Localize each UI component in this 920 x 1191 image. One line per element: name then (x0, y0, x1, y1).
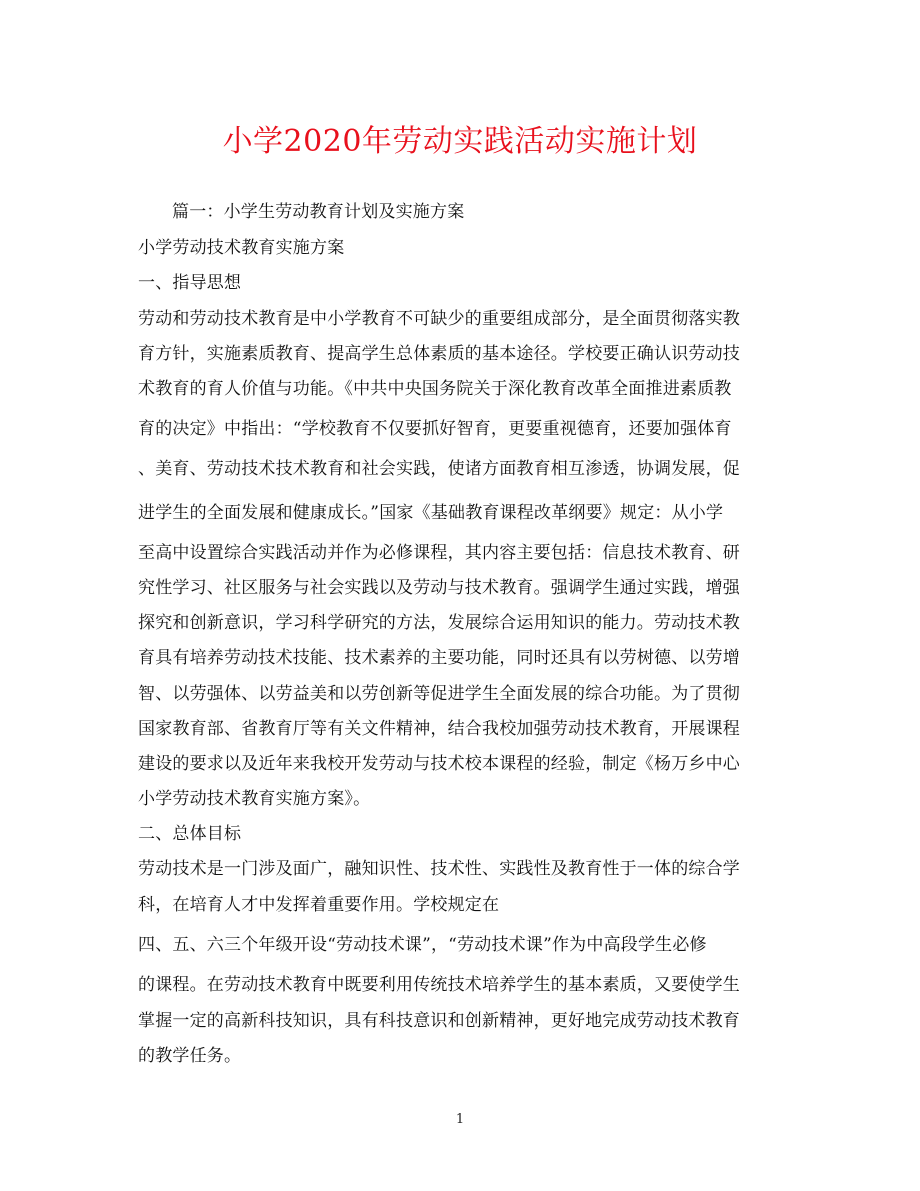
paragraph-line: 掌握一定的高新科技知识，具有科技意识和创新精神，更好地完成劳动技术教育 (138, 1011, 740, 1031)
paragraph-line: 劳动和劳动技术教育是中小学教育不可缺少的重要组成部分，是全面贯彻落实教 (138, 309, 740, 329)
section-heading-overall-goal: 二、总体目标 (138, 824, 242, 844)
paragraph-line: 术教育的育人价值与功能。《中共中央国务院关于深化教育改革全面推进素质教 (138, 379, 732, 399)
paragraph-line: 劳动技术是一门涉及面广，融知识性、技术性、实践性及教育性于一体的综合学 (138, 859, 740, 879)
paragraph-line: 育方针，实施素质教育、提高学生总体素质的基本途径。学校要正确认识劳动技 (138, 344, 740, 364)
paragraph-line: 科，在培育人才中发挥着重要作用。学校规定在 (138, 895, 500, 915)
paragraph-line: 建设的要求以及近年来我校开发劳动与技术校本课程的经验，制定《杨万乡中心 (138, 754, 740, 774)
paragraph-line: 小学劳动技术教育实施方案》。 (138, 789, 371, 809)
paragraph-line: 探究和创新意识，学习科学研究的方法，发展综合运用知识的能力。劳动技术教 (138, 613, 740, 633)
paragraph-line: 育具有培养劳动技术技能、技术素养的主要功能，同时还具有以劳树德、以劳增 (138, 648, 740, 668)
paragraph-line: 智、以劳强体、以劳益美和以劳创新等促进学生全面发展的综合功能。为了贯彻 (138, 684, 740, 704)
paragraph-line: 的课程。在劳动技术教育中既要利用传统技术培养学生的基本素质，又要使学生 (138, 975, 740, 995)
paragraph-line: 至高中设置综合实践活动并作为必修课程，其内容主要包括：信息技术教育、研 (138, 543, 740, 563)
paragraph-line: 、美育、劳动技术技术教育和社会实践，使诸方面教育相互渗透，协调发展，促 (138, 459, 740, 479)
paragraph-line: 四、五、六三个年级开设“劳动技术课”，“劳动技术课”作为中高段学生必修 (138, 935, 707, 955)
paragraph-line: 究性学习、社区服务与社会实践以及劳动与技术教育。强调学生通过实践，增强 (138, 578, 740, 598)
paragraph-line: 国家教育部、省教育厅等有关文件精神，结合我校加强劳动技术教育，开展课程 (138, 719, 740, 739)
page-number: 1 (455, 1112, 465, 1127)
paragraph-line: 的教学任务。 (138, 1046, 242, 1066)
paragraph-line: 进学生的全面发展和健康成长。”国家《基础教育课程改革纲要》规定：从小学 (138, 503, 724, 523)
document-title: 小学2020年劳动实践活动实施计划 (222, 124, 698, 159)
subheading-part-one: 篇一：小学生劳动教育计划及实施方案 (172, 202, 465, 222)
paragraph-line: 育的决定》中指出：“学校教育不仅要抓好智育，更要重视德育，还要加强体育 (138, 419, 732, 439)
subheading-plan-name: 小学劳动技术教育实施方案 (138, 238, 345, 258)
section-heading-guiding-ideology: 一、指导思想 (138, 273, 242, 293)
